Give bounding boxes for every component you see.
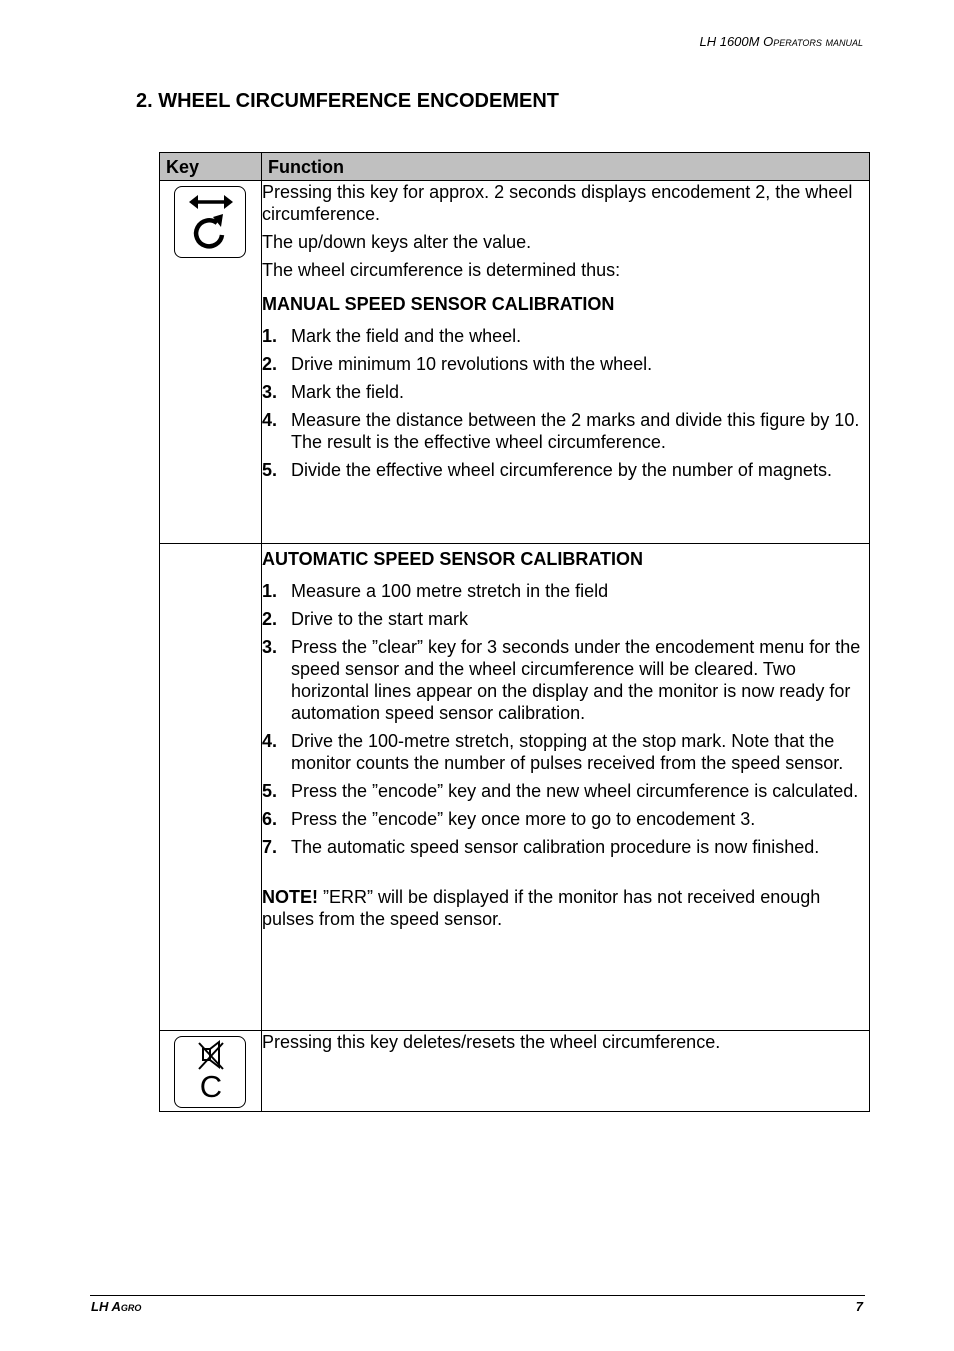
clear-key-icon [174, 1036, 246, 1108]
step-text: Mark the field. [291, 382, 405, 402]
step-text: The automatic speed sensor calibration procedure is now finished. [291, 837, 820, 857]
footer-brand [91, 1299, 141, 1314]
step-number: 5. [262, 781, 278, 801]
step-number: 5. [262, 460, 278, 480]
table-row-encode [160, 181, 870, 544]
step-number: 1. [262, 326, 278, 346]
step-number: 1. [262, 581, 278, 601]
intro-paragraph-2: The up/down keys alter the value. [262, 232, 532, 252]
step-number: 4. [262, 731, 278, 751]
list-item [262, 459, 869, 481]
step-text: Measure the distance between the 2 marks and divide this figure by 10. The result is the effective wheel circumference. [291, 410, 860, 452]
intro-paragraph-1: Pressing this key for approx. 2 seconds displays encodement 2, the wheel circumference. [262, 182, 853, 224]
column-header-key: Key [160, 153, 262, 181]
key-function-table [159, 152, 870, 1112]
page-number: 7 [855, 1299, 863, 1314]
step-text: Drive minimum 10 revolutions with the wheel. [291, 354, 653, 374]
key-cell-empty [160, 544, 262, 1031]
header-prefix: LH 1600M O [699, 34, 774, 49]
note-text: ”ERR” will be displayed if the monitor has not received enough pulses from the speed sensor. [262, 887, 821, 929]
list-item [262, 780, 869, 802]
manual-calibration-title: MANUAL SPEED SENSOR CALIBRATION [262, 294, 615, 314]
step-number: 6. [262, 809, 278, 829]
automatic-calibration-title: AUTOMATIC SPEED SENSOR CALIBRATION [262, 549, 644, 569]
footer-rule [90, 1295, 865, 1296]
step-number: 3. [262, 382, 278, 402]
table-row-automatic [160, 544, 870, 1031]
footer-brand-prefix: LH A [91, 1299, 121, 1314]
clear-description: Pressing this key deletes/resets the wheel circumference. [262, 1032, 721, 1052]
list-item [262, 808, 869, 830]
list-item [262, 325, 869, 347]
running-header [699, 34, 863, 49]
column-header-function: Function [262, 153, 870, 181]
step-text: Press the ”encode” key once more to go to encodement 3. [291, 809, 756, 829]
key-cell-clear [160, 1031, 262, 1112]
function-cell-automatic [262, 544, 870, 1031]
manual-steps-list [262, 325, 869, 481]
intro-paragraph-3: The wheel circumference is determined thus: [262, 260, 621, 280]
step-text: Measure a 100 metre stretch in the field [291, 581, 609, 601]
function-cell-clear [262, 1031, 870, 1112]
step-text: Press the ”clear” key for 3 seconds under the encodement menu for the speed sensor and the wheel circumference will be cleared. Two horizontal lines appear on the display and the monitor is now ready for automation speed sensor calibration. [291, 637, 861, 723]
step-number: 2. [262, 609, 278, 629]
section-title: 2. WHEEL CIRCUMFERENCE ENCODEMENT [136, 90, 559, 112]
note-label: NOTE! [262, 887, 318, 907]
list-item [262, 636, 869, 724]
step-text: Mark the field and the wheel. [291, 326, 522, 346]
step-number: 2. [262, 354, 278, 374]
list-item [262, 730, 869, 774]
step-text: Press the ”encode” key and the new wheel circumference is calculated. [291, 781, 859, 801]
step-number: 3. [262, 637, 278, 657]
step-number: 7. [262, 837, 278, 857]
list-item [262, 608, 869, 630]
header-small-caps: perators manual [773, 34, 863, 49]
list-item [262, 381, 869, 403]
step-number: 4. [262, 410, 278, 430]
clear-key-letter: C [199, 1069, 223, 1104]
note-paragraph [262, 886, 869, 930]
list-item [262, 353, 869, 375]
footer-brand-small-caps: gro [120, 1299, 142, 1314]
step-text: Drive the 100-metre stretch, stopping at the stop mark. Note that the monitor counts the number of pulses received from the speed sensor. [291, 731, 844, 773]
function-cell-encode [262, 181, 870, 544]
list-item [262, 580, 869, 602]
table-row-clear [160, 1031, 870, 1112]
list-item [262, 409, 869, 453]
encode-key-icon [174, 186, 246, 258]
step-text: Drive to the start mark [291, 609, 469, 629]
list-item [262, 836, 869, 858]
automatic-steps-list [262, 580, 869, 858]
step-text: Divide the effective wheel circumference by the number of magnets. [291, 460, 832, 480]
key-cell-encode [160, 181, 262, 544]
table-header-row [160, 153, 870, 181]
